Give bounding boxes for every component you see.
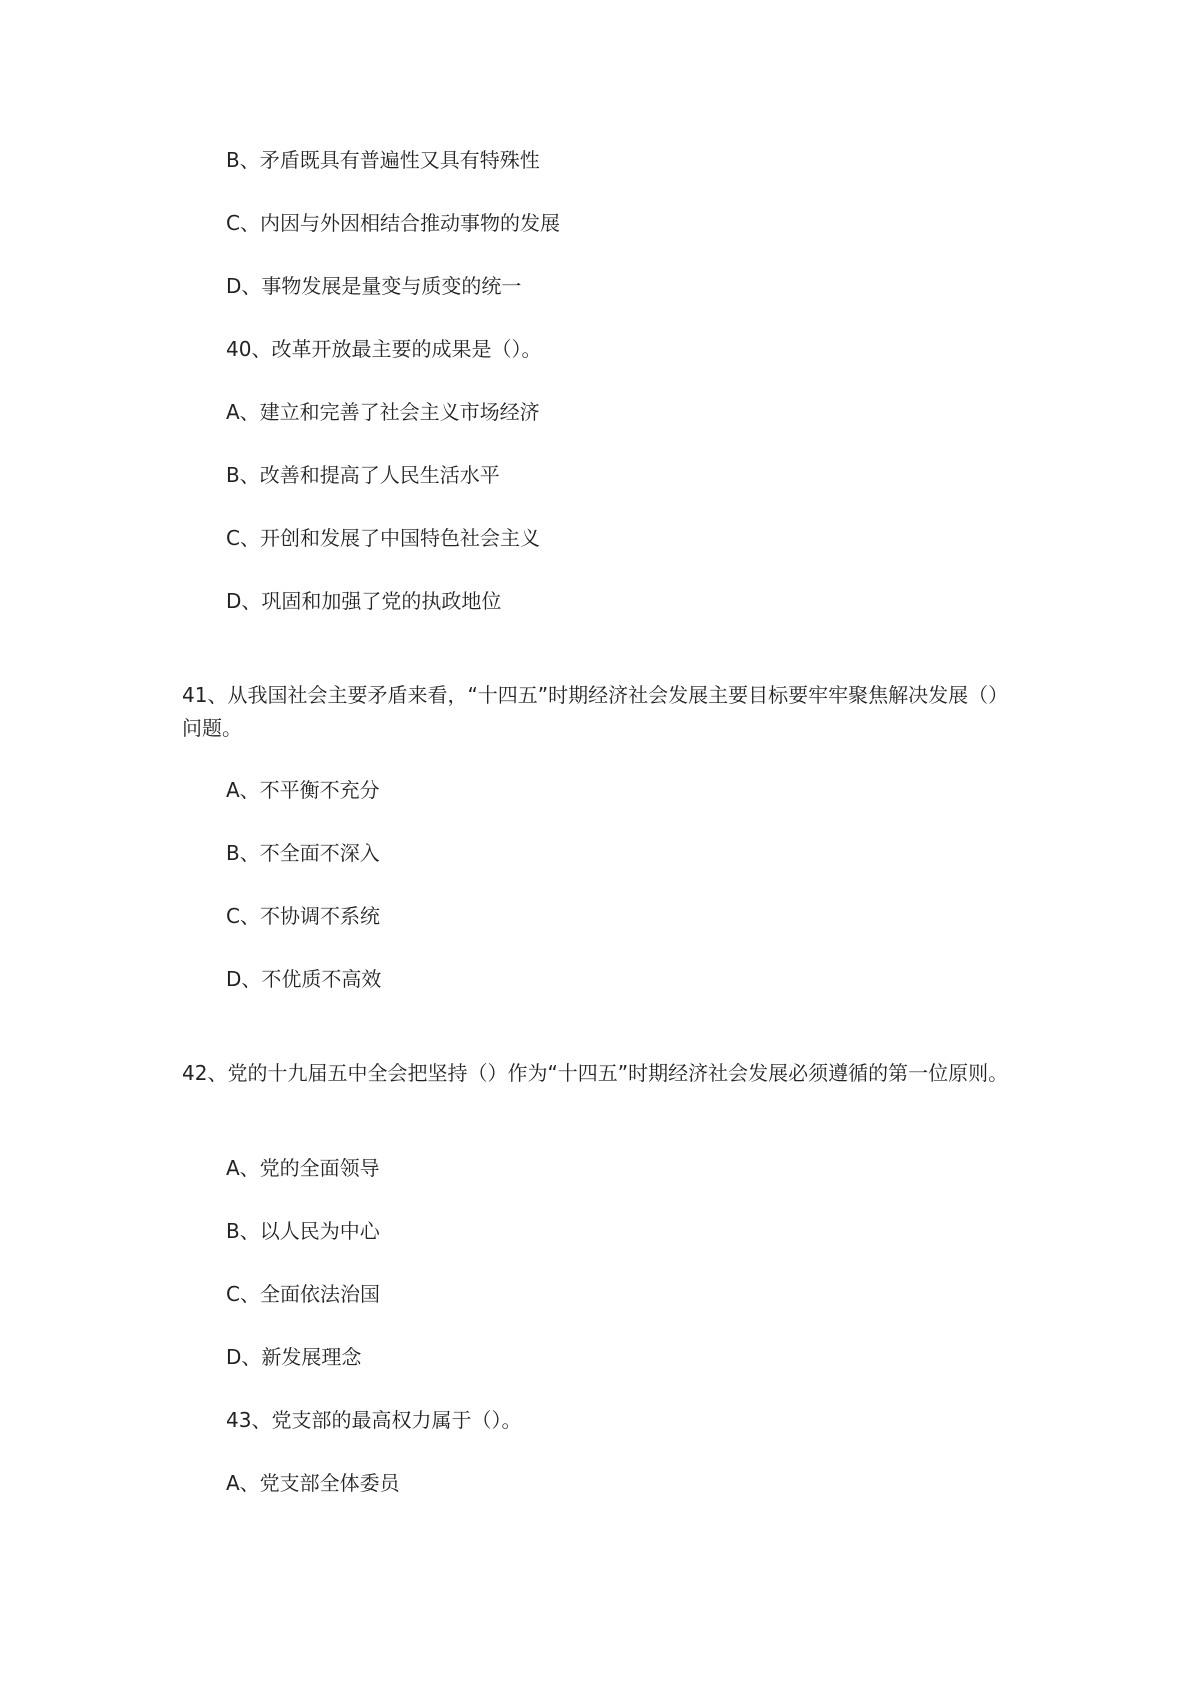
option-q39-d: D、事物发展是量变与质变的统一 xyxy=(226,274,522,298)
option-q43-a: A、党支部全体委员 xyxy=(226,1471,400,1495)
option-q42-d: D、新发展理念 xyxy=(226,1345,362,1369)
option-q40-b: B、改善和提高了人民生活水平 xyxy=(226,463,500,487)
option-q42-c: C、全面依法治国 xyxy=(226,1282,380,1306)
question-40: 40、改革开放最主要的成果是（）。 xyxy=(226,337,542,361)
option-q39-c: C、内因与外因相结合推动事物的发展 xyxy=(226,211,560,235)
option-q41-b: B、不全面不深入 xyxy=(226,841,380,865)
option-q40-c: C、开创和发展了中国特色社会主义 xyxy=(226,526,540,550)
option-q42-a: A、党的全面领导 xyxy=(226,1156,380,1180)
option-q42-b: B、以人民为中心 xyxy=(226,1219,380,1243)
option-q40-d: D、巩固和加强了党的执政地位 xyxy=(226,589,502,613)
option-q40-a: A、建立和完善了社会主义市场经济 xyxy=(226,400,540,424)
question-43: 43、党支部的最高权力属于（）。 xyxy=(226,1408,522,1432)
option-q41-d: D、不优质不高效 xyxy=(226,967,382,991)
option-q41-a: A、不平衡不充分 xyxy=(226,778,380,802)
question-41: 41、从我国社会主要矛盾来看，“十四五”时期经济社会发展主要目标要牢牢聚焦解决发展（）问题。 xyxy=(182,683,1009,740)
option-q41-c: C、不协调不系统 xyxy=(226,904,380,928)
question-42: 42、党的十九届五中全会把坚持（）作为“十四五”时期经济社会发展必须遵循的第一位原则。 xyxy=(182,1061,1009,1085)
option-q39-b: B、矛盾既具有普遍性又具有特殊性 xyxy=(226,148,540,172)
